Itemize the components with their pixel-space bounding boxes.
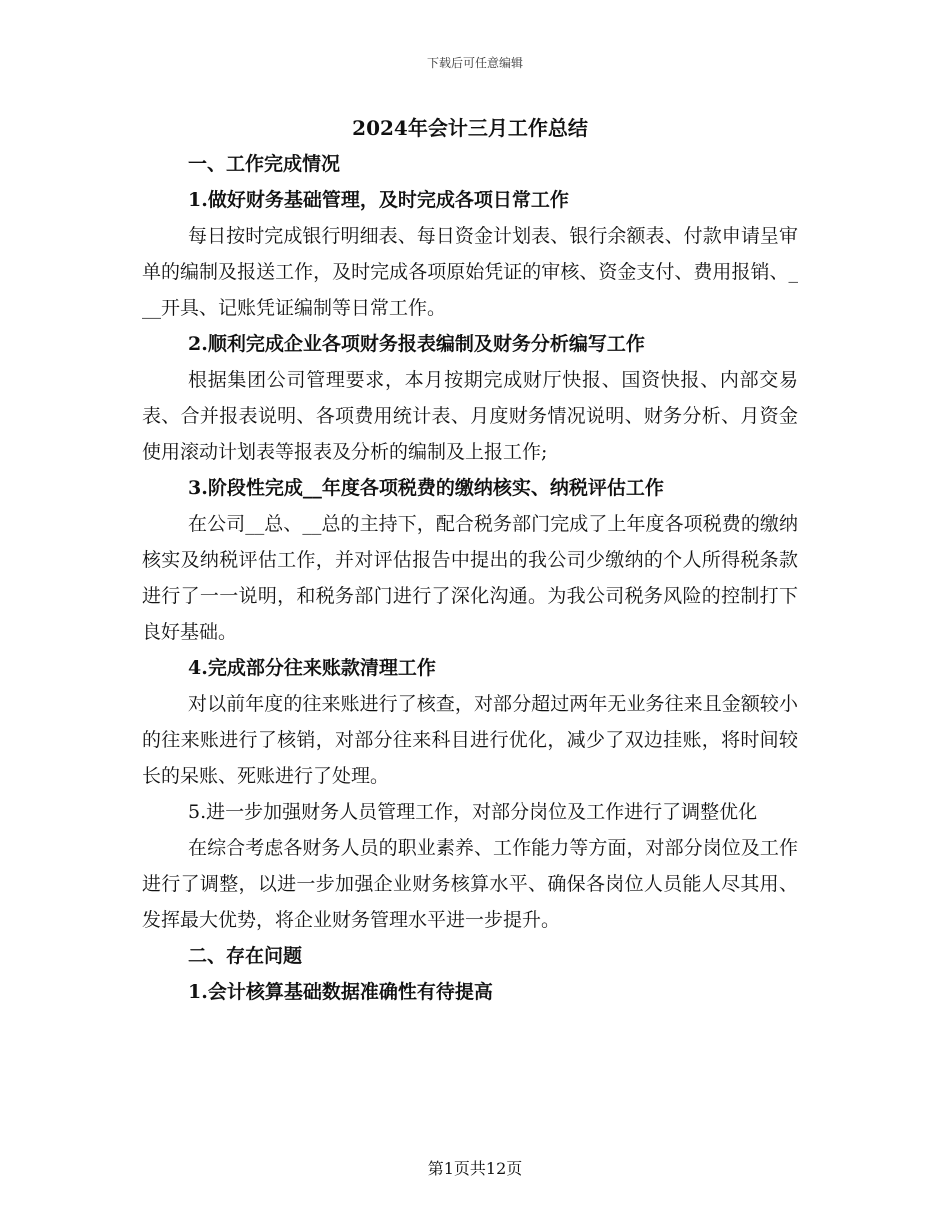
paragraph-accounts-cleanup: 对以前年度的往来账进行了核查，对部分超过两年无业务往来且金额较小的往来账进行了核销，对部分往来科目进行优化，减少了双边挂账，将时间较长的呆账、死账进行了处理。 xyxy=(142,693,798,787)
subheading-accounts-cleanup: 4.完成部分往来账款清理工作 xyxy=(188,657,436,679)
section-heading-existing-problems: 二、存在问题 xyxy=(188,945,303,967)
subheading-data-accuracy: 1.会计核算基础数据准确性有待提高 xyxy=(188,981,493,1003)
paragraph-daily-work: 每日按时完成银行明细表、每日资金计划表、银行余额表、付款申请呈审单的编制及报送工作，及时完成各项原始凭证的审核、资金支付、费用报销、___开具、记账凭证编制等日常工作。 xyxy=(142,225,798,319)
section-heading-work-completion: 一、工作完成情况 xyxy=(188,153,341,175)
page-number: 第1页共12页 xyxy=(427,1159,523,1178)
paragraph-reporting-work: 根据集团公司管理要求，本月按期完成财厅快报、国资快报、内部交易表、合并报表说明、各项费用统计表、月度财务情况说明、财务分析、月资金使用滚动计划表等报表及分析的编制及上报工作; xyxy=(142,369,798,463)
document-title: 2024年会计三月工作总结 xyxy=(352,116,588,140)
header-note: 下载后可任意编辑 xyxy=(426,56,523,70)
subheading-basic-management: 1.做好财务基础管理，及时完成各项日常工作 xyxy=(188,189,569,211)
document-body xyxy=(142,110,798,1010)
subheading-tax-verification: 3.阶段性完成__年度各项税费的缴纳核实、纳税评估工作 xyxy=(188,477,664,499)
paragraph-staff-management: 在综合考虑各财务人员的职业素养、工作能力等方面，对部分岗位及工作进行了调整，以进一步加强企业财务核算水平、确保各岗位人员能人尽其用、发挥最大优势，将企业财务管理水平进一步提升。 xyxy=(142,837,798,931)
paragraph-staff-management-title: 5.进一步加强财务人员管理工作，对部分岗位及工作进行了调整优化 xyxy=(188,801,758,823)
subheading-financial-reports: 2.顺利完成企业各项财务报表编制及财务分析编写工作 xyxy=(188,333,645,355)
paragraph-tax-work: 在公司__总、__总的主持下，配合税务部门完成了上年度各项税费的缴纳核实及纳税评估工作，并对评估报告中提出的我公司少缴纳的个人所得税条款进行了一一说明，和税务部门进行了深化沟通。为我公司税务风险的控制打下良好基础。 xyxy=(142,513,798,643)
